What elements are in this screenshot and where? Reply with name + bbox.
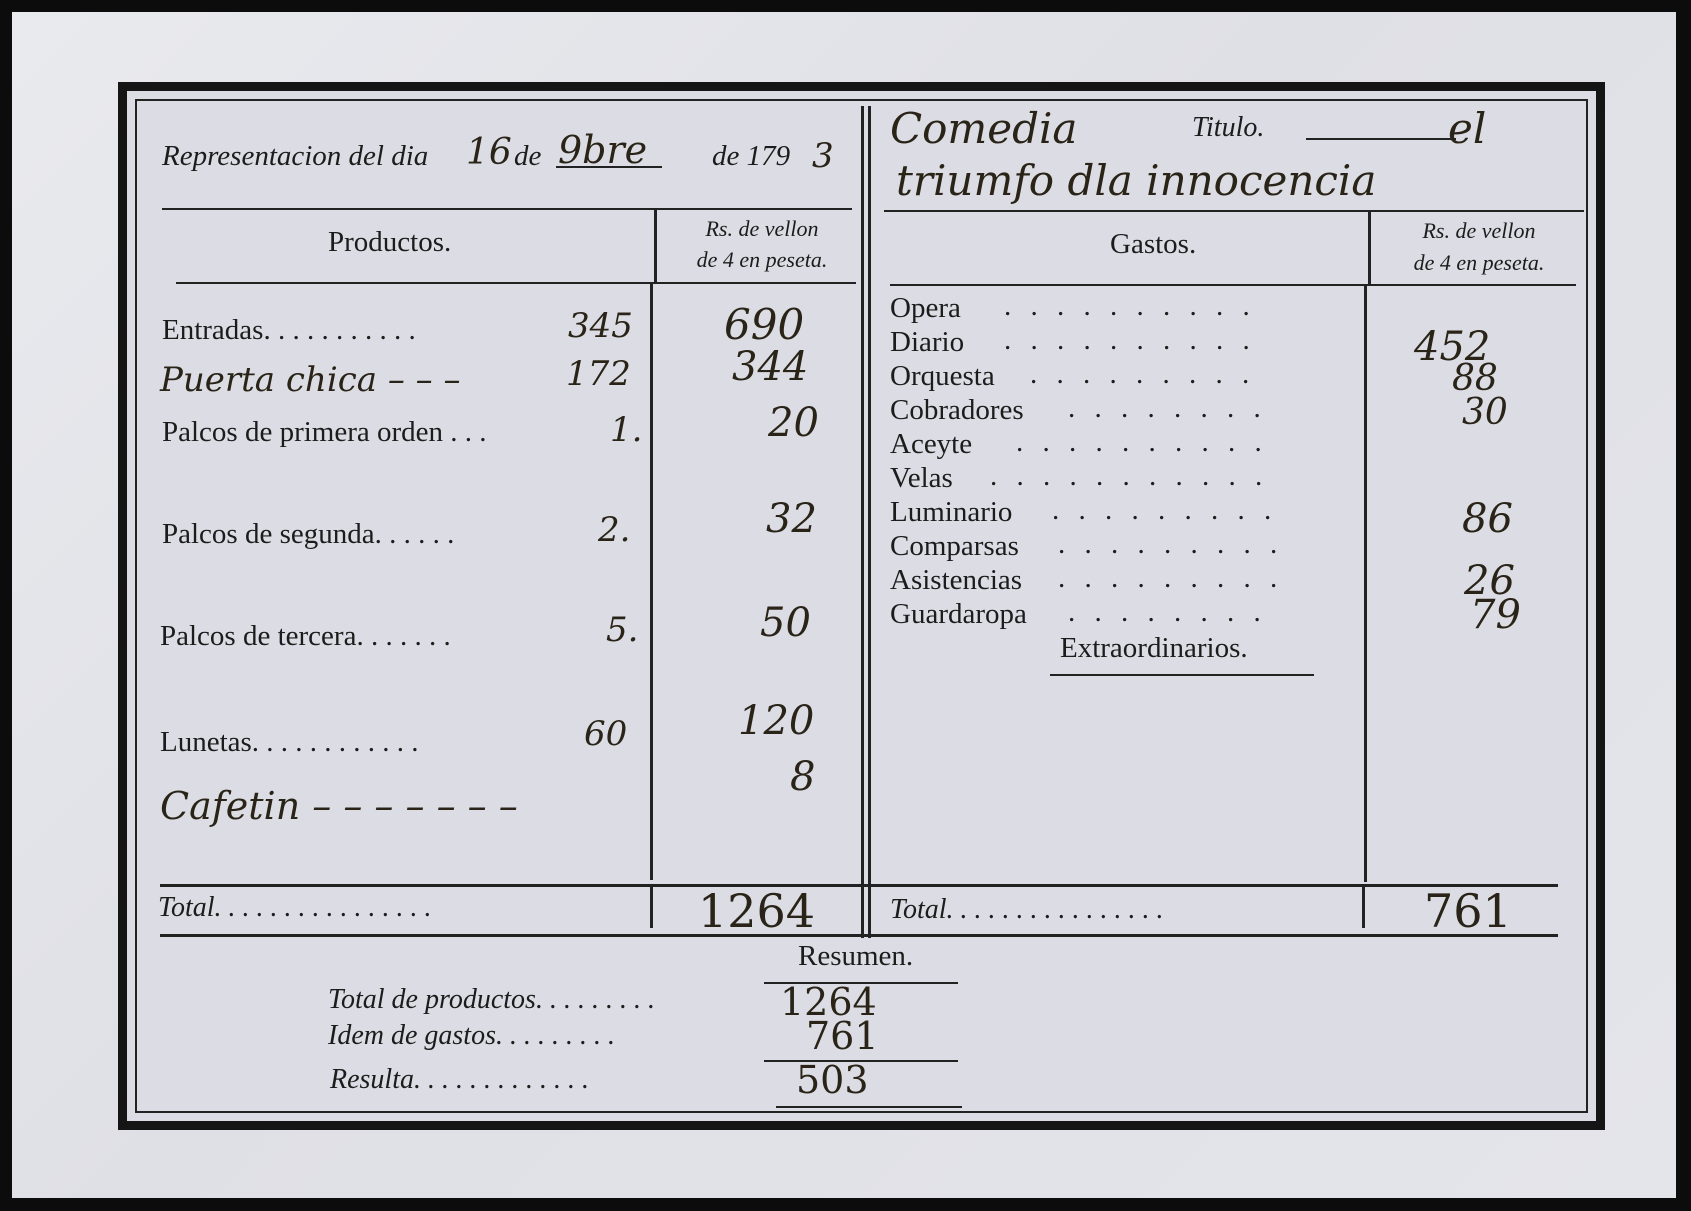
gastos-row-dots: . . . . . . . . . . xyxy=(1016,426,1268,458)
titulo-label: Titulo. xyxy=(1192,112,1265,143)
productos-row-count: 60 xyxy=(584,714,628,754)
productos-amount-divider xyxy=(650,284,653,880)
productos-row-amount: 50 xyxy=(760,600,811,646)
gastos-row-label: Aceyte xyxy=(890,428,973,460)
productos-head-divider xyxy=(654,210,657,282)
gastos-row-dots: . . . . . . . . . xyxy=(1030,358,1256,390)
total-bottom-rule xyxy=(160,934,1558,937)
gastos-amount-divider xyxy=(1364,286,1367,882)
productos-row-count: 172 xyxy=(566,354,631,394)
gastos-row-amount: 26 xyxy=(1464,558,1515,604)
resumen-gastos-label: Idem de gastos. . . . . . . . . xyxy=(328,1020,615,1051)
gastos-heading: Gastos. xyxy=(1110,228,1197,260)
productos-row-label: Palcos de primera orden . . . xyxy=(162,416,487,448)
title-line1: el xyxy=(1448,104,1487,153)
productos-row-amount: 32 xyxy=(766,496,817,542)
productos-total-value: 1264 xyxy=(698,884,816,938)
center-divider-2 xyxy=(868,106,871,938)
productos-row-count: 2. xyxy=(598,510,631,550)
productos-row-amount: 8 xyxy=(790,754,816,800)
gastos-row-dots: . . . . . . . . . xyxy=(1058,562,1284,594)
gastos-row-label: Velas xyxy=(890,462,953,494)
gastos-row-amount: 86 xyxy=(1462,496,1513,542)
representation-label: Representacion del dia xyxy=(162,140,429,172)
resumen-resulta-rule xyxy=(776,1106,962,1108)
resumen-resulta-label: Resulta. . . . . . . . . . . . . xyxy=(330,1064,589,1095)
right-header-rule xyxy=(884,210,1584,212)
productos-unit-line1: Rs. de vellon xyxy=(705,216,819,241)
title-underline xyxy=(1306,138,1456,140)
total-divider-left xyxy=(650,884,653,928)
productos-heading: Productos. xyxy=(328,226,452,258)
gastos-head-divider xyxy=(1368,212,1371,284)
day-value: 16 xyxy=(466,132,512,173)
title-line2: triumfo dla innocencia xyxy=(896,156,1377,205)
gastos-row-amount: 30 xyxy=(1462,392,1508,433)
total-top-rule xyxy=(160,884,1558,887)
resumen-productos-label: Total de productos. . . . . . . . . xyxy=(328,984,655,1015)
productos-row-label: Palcos de tercera. . . . . . . xyxy=(160,620,451,652)
gastos-row-amount: 88 xyxy=(1452,358,1498,399)
gastos-row-dots: . . . . . . . . . xyxy=(1052,494,1278,526)
productos-row-label: Cafetin – – – – – – – xyxy=(160,784,518,828)
left-header-rule xyxy=(162,208,852,210)
month-underline xyxy=(556,166,662,168)
center-divider xyxy=(861,106,864,938)
resumen-gastos-value: 761 xyxy=(806,1014,879,1058)
gastos-row-dots: . . . . . . . . xyxy=(1068,392,1267,424)
productos-unit-line2: de 4 en peseta. xyxy=(696,247,828,272)
gastos-row-dots: . . . . . . . . xyxy=(1068,596,1267,628)
gastos-row-dots: . . . . . . . . . . . xyxy=(990,460,1269,492)
genre-value: Comedia xyxy=(890,104,1078,153)
gastos-row-label: Cobradores xyxy=(890,394,1024,426)
productos-row-label: Lunetas. . . . . . . . . . . . xyxy=(160,726,419,758)
gastos-total-value: 761 xyxy=(1424,884,1512,938)
year-digit: 3 xyxy=(812,136,834,176)
productos-row-count: 5. xyxy=(606,610,639,650)
productos-row-count: 1. xyxy=(610,410,643,450)
gastos-row-dots: . . . . . . . . . . xyxy=(1004,290,1256,322)
productos-row-amount: 344 xyxy=(732,344,809,390)
gastos-row-label: Guardaropa xyxy=(890,598,1027,630)
resumen-productos-value: 1264 xyxy=(780,980,877,1024)
productos-row-amount: 20 xyxy=(768,400,819,446)
gastos-row-amount: 452 xyxy=(1414,324,1491,370)
productos-row-amount: 690 xyxy=(724,300,805,349)
productos-row-amount: 120 xyxy=(738,698,815,744)
month-value: 9bre xyxy=(558,128,648,172)
gastos-row-dots: . . . . . . . . . xyxy=(1058,528,1284,560)
gastos-row-label: Orquesta xyxy=(890,360,995,392)
productos-row-label: Puerta chica – – – xyxy=(160,360,461,400)
gastos-row-amount: 79 xyxy=(1470,592,1521,638)
gastos-row-label: Luminario xyxy=(890,496,1013,528)
de-label: de xyxy=(514,140,542,172)
gastos-row-label: Asistencias xyxy=(890,564,1023,596)
productos-head-rule xyxy=(176,282,856,284)
productos-row-label: Palcos de segunda. . . . . . xyxy=(162,518,455,550)
productos-row-label: Entradas. . . . . . . . . . . xyxy=(162,314,416,346)
productos-total-label: Total. . . . . . . . . . . . . . . . xyxy=(158,892,432,923)
gastos-unit-line1: Rs. de vellon xyxy=(1422,218,1536,243)
year-label: de 179 xyxy=(712,140,791,172)
gastos-total-label: Total. . . . . . . . . . . . . . . . xyxy=(890,894,1164,925)
gastos-row-label: Comparsas xyxy=(890,530,1019,562)
extraordinarios-label: Extraordinarios. xyxy=(1060,632,1248,664)
extraordinarios-rule xyxy=(1050,674,1314,676)
gastos-row-label: Diario xyxy=(890,326,965,358)
total-divider-right xyxy=(1362,884,1365,928)
gastos-head-rule xyxy=(890,284,1576,286)
resumen-heading: Resumen. xyxy=(798,940,914,972)
gastos-row-dots: . . . . . . . . . . xyxy=(1004,324,1256,356)
gastos-row-label: Opera xyxy=(890,292,961,324)
resumen-resulta-value: 503 xyxy=(796,1058,869,1102)
productos-row-count: 345 xyxy=(568,306,633,346)
gastos-unit-line2: de 4 en peseta. xyxy=(1413,250,1545,275)
